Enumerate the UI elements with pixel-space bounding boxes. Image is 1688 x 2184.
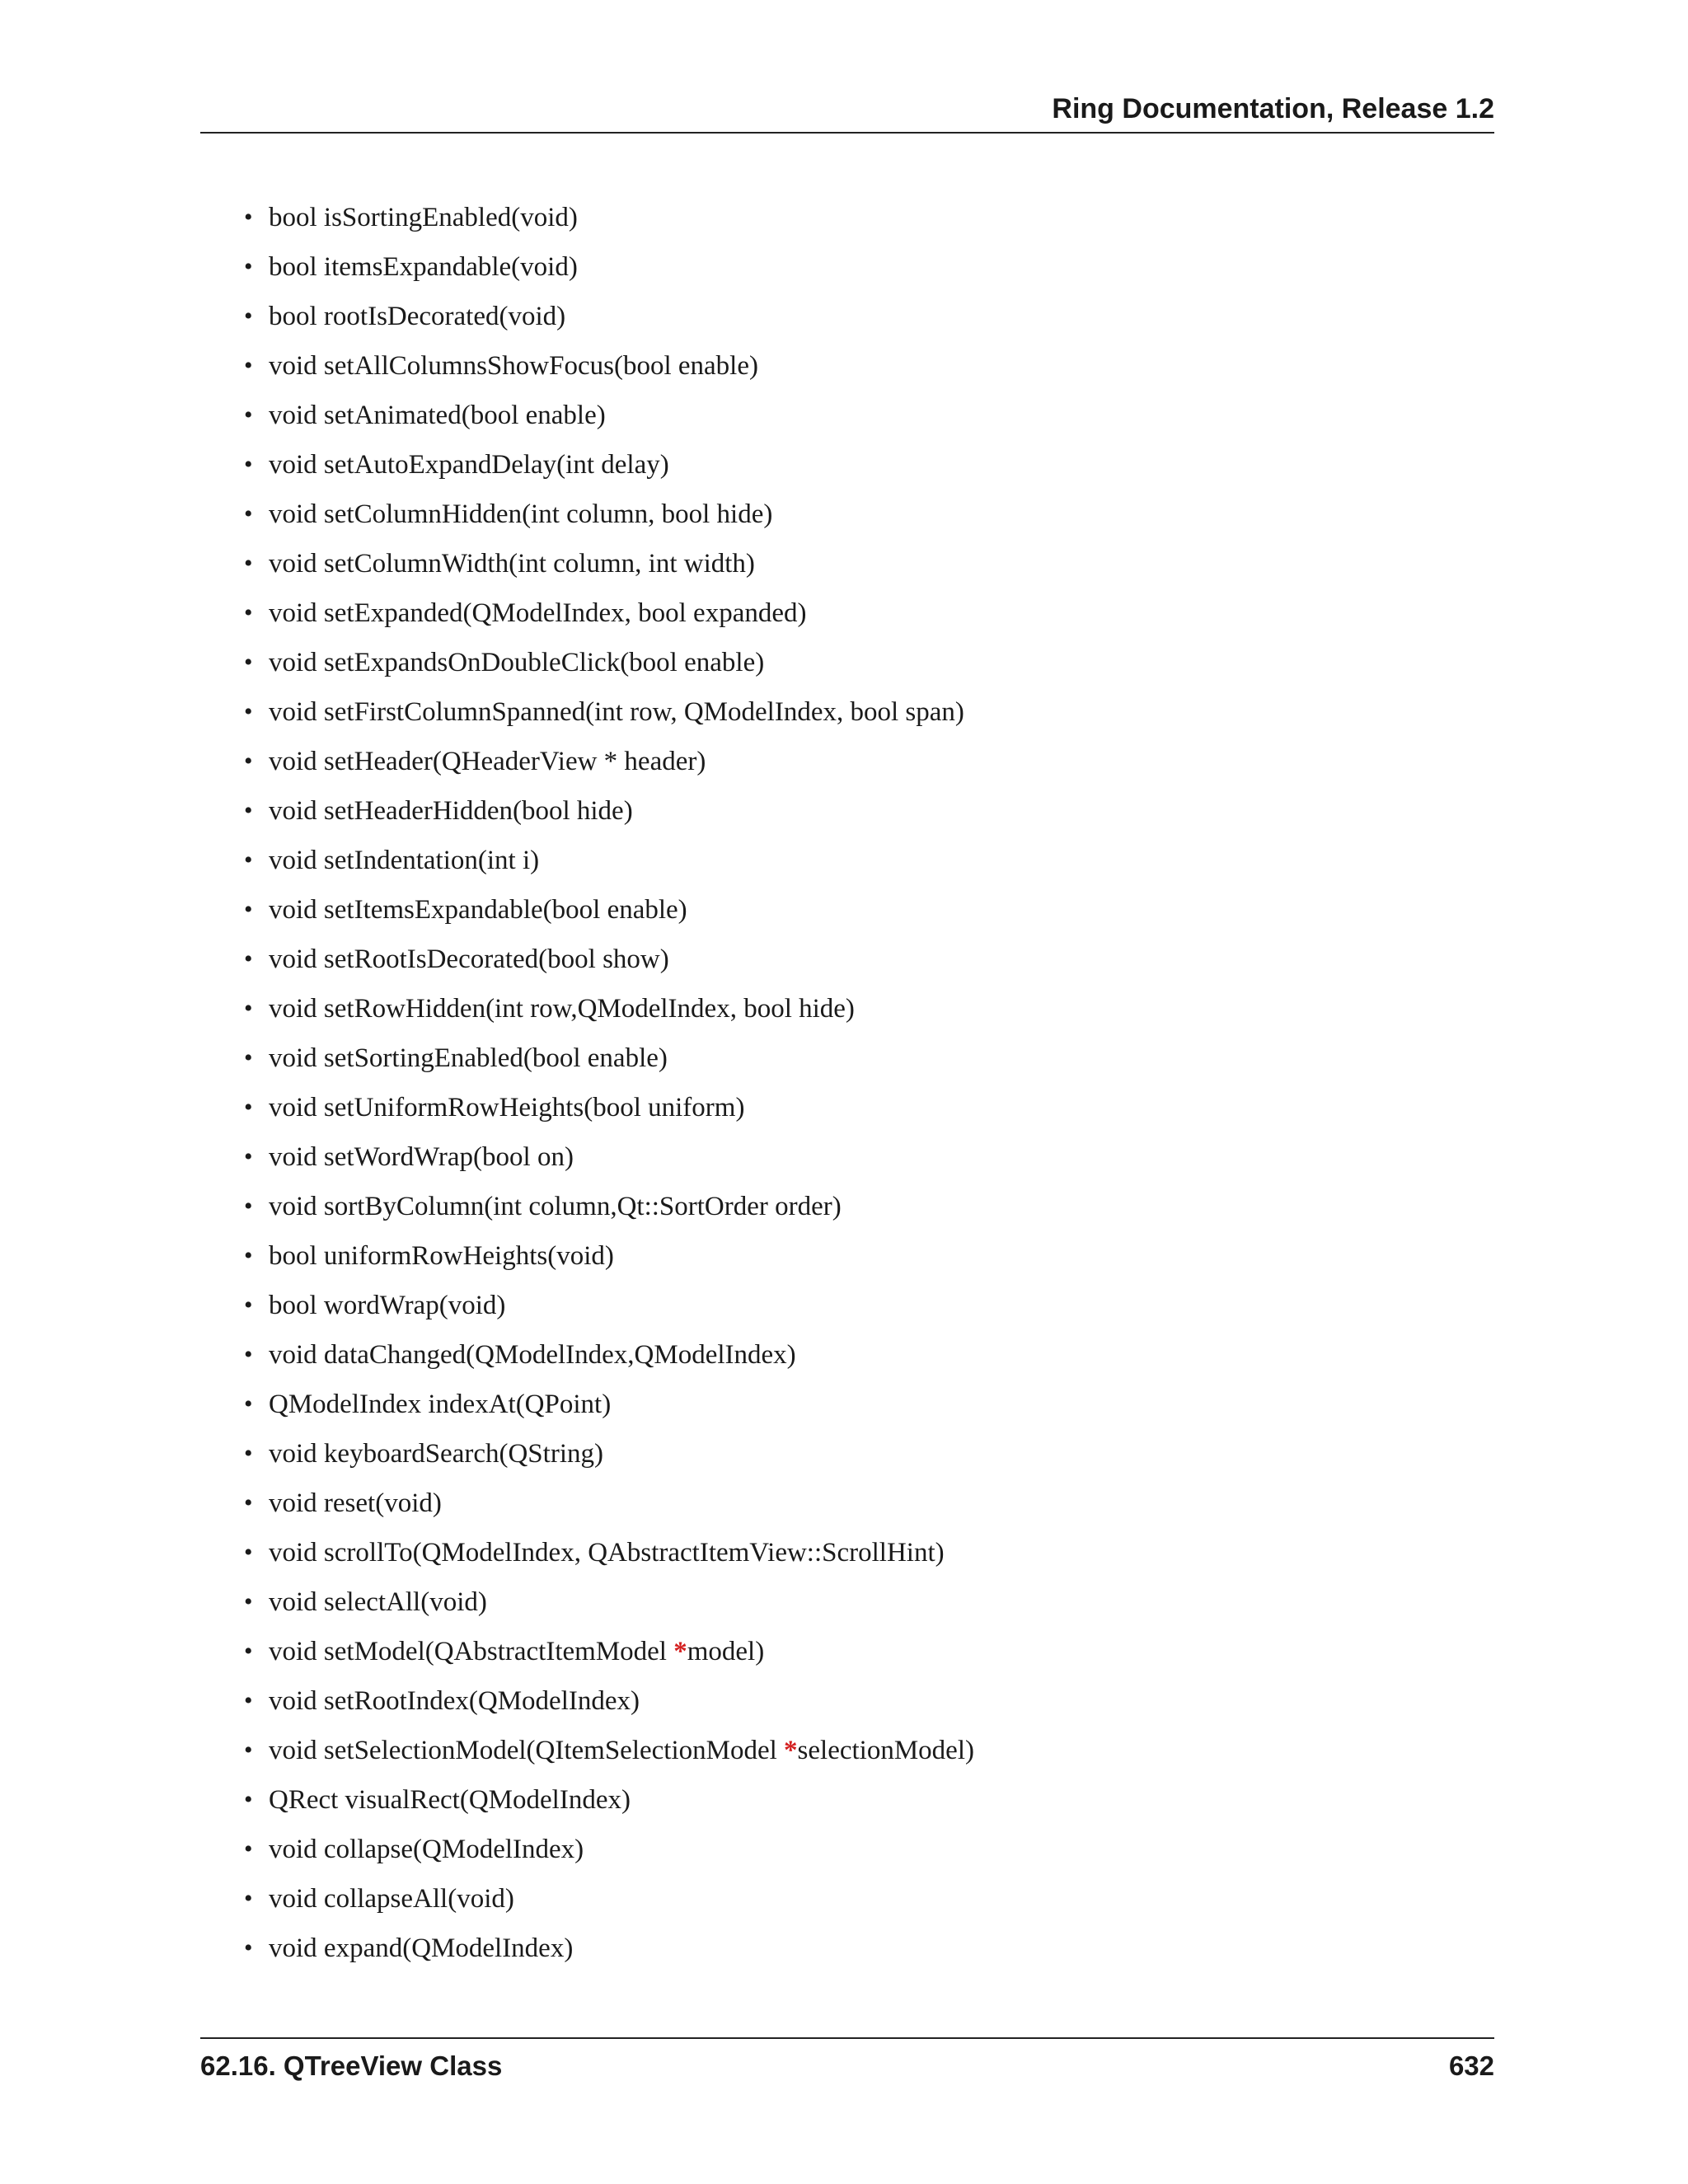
bullet-icon: • (244, 1934, 253, 1961)
method-signature: void setSortingEnabled(bool enable) (269, 1043, 668, 1073)
bullet-icon: • (244, 500, 253, 527)
method-signature: void setAnimated(bool enable) (269, 401, 606, 430)
method-signature: bool uniformRowHeights(void) (269, 1241, 614, 1271)
method-signature: void setHeader(QHeaderView * header) (269, 747, 706, 776)
running-footer (200, 2037, 1494, 2088)
method-signature: void expand(QModelIndex) (269, 1933, 574, 1963)
method-item (244, 1874, 974, 1924)
bullet-icon: • (244, 1885, 253, 1912)
bullet-icon: • (244, 1242, 253, 1269)
method-item (244, 1182, 974, 1231)
method-item (244, 1726, 974, 1775)
method-item (244, 1676, 974, 1726)
bullet-icon: • (244, 748, 253, 775)
bullet-icon: • (244, 1539, 253, 1566)
method-item (244, 786, 974, 836)
method-item (244, 935, 974, 984)
method-item (244, 588, 974, 638)
method-item (244, 391, 974, 440)
bullet-icon: • (244, 302, 253, 330)
bullet-icon: • (244, 204, 253, 231)
section-label: 62.16. QTreeView Class (200, 2050, 503, 2081)
method-signature: bool isSortingEnabled(void) (269, 203, 578, 232)
method-signature: void collapse(QModelIndex) (269, 1835, 584, 1864)
method-item (244, 341, 974, 391)
method-signature: void setUniformRowHeights(bool uniform) (269, 1093, 745, 1122)
bullet-icon: • (244, 1193, 253, 1220)
method-item (244, 1033, 974, 1083)
method-item (244, 984, 974, 1033)
running-header (200, 91, 1494, 134)
method-signature: void setFirstColumnSpanned(int row, QModelIndex, bool span) (269, 697, 964, 727)
method-signature: void setItemsExpandable(bool enable) (269, 895, 687, 925)
bullet-icon: • (244, 1044, 253, 1071)
method-signature: QModelIndex indexAt(QPoint) (269, 1390, 612, 1419)
bullet-icon: • (244, 846, 253, 874)
bullet-icon: • (244, 253, 253, 280)
bullet-icon: • (244, 1588, 253, 1615)
method-item (244, 440, 974, 490)
method-item (244, 1132, 974, 1182)
bullet-icon: • (244, 1390, 253, 1418)
method-item (244, 638, 974, 687)
bullet-icon: • (244, 1489, 253, 1516)
method-signature: void setHeaderHidden(bool hide) (269, 796, 633, 826)
bullet-icon: • (244, 1094, 253, 1121)
method-signature: bool itemsExpandable(void) (269, 252, 578, 282)
method-item (244, 737, 974, 786)
method-list (244, 193, 974, 1973)
method-signature: void setRowHidden(int row,QModelIndex, bool hide) (269, 994, 855, 1024)
bullet-icon: • (244, 1143, 253, 1170)
method-signature: void setSelectionModel(QItemSelectionModel *selectionModel) (269, 1736, 974, 1765)
method-signature: QRect visualRect(QModelIndex) (269, 1785, 631, 1815)
method-item (244, 1083, 974, 1132)
method-item (244, 1775, 974, 1825)
method-signature: void setRootIndex(QModelIndex) (269, 1686, 640, 1716)
bullet-icon: • (244, 995, 253, 1022)
method-signature: void sortByColumn(int column,Qt::SortOrder order) (269, 1192, 842, 1221)
bullet-icon: • (244, 1687, 253, 1714)
bullet-icon: • (244, 352, 253, 379)
method-item (244, 1924, 974, 1973)
bullet-icon: • (244, 1440, 253, 1467)
method-item (244, 1380, 974, 1429)
bullet-icon: • (244, 401, 253, 429)
bullet-icon: • (244, 1638, 253, 1665)
method-item (244, 1528, 974, 1577)
method-signature: void selectAll(void) (269, 1587, 487, 1617)
bullet-icon: • (244, 1835, 253, 1863)
method-item (244, 836, 974, 885)
bullet-icon: • (244, 797, 253, 824)
method-item (244, 490, 974, 539)
method-signature: void setAutoExpandDelay(int delay) (269, 450, 669, 480)
method-signature: void collapseAll(void) (269, 1884, 514, 1914)
method-item (244, 885, 974, 935)
method-item (244, 242, 974, 292)
method-item (244, 1627, 974, 1676)
page-number: 632 (1448, 2050, 1494, 2081)
bullet-icon: • (244, 1786, 253, 1813)
method-signature: void setModel(QAbstractItemModel *model) (269, 1637, 765, 1666)
bullet-icon: • (244, 1736, 253, 1764)
method-item (244, 687, 974, 737)
method-signature: bool rootIsDecorated(void) (269, 302, 566, 331)
bullet-icon: • (244, 896, 253, 923)
method-signature: void setExpandsOnDoubleClick(bool enable) (269, 648, 765, 677)
method-signature: bool wordWrap(void) (269, 1291, 506, 1320)
method-signature: void setAllColumnsShowFocus(bool enable) (269, 351, 758, 381)
method-signature: void setRootIsDecorated(bool show) (269, 944, 669, 974)
method-item (244, 193, 974, 242)
bullet-icon: • (244, 1341, 253, 1368)
bullet-icon: • (244, 451, 253, 478)
method-signature: void setExpanded(QModelIndex, bool expanded) (269, 598, 807, 628)
method-item (244, 1330, 974, 1380)
method-item (244, 1577, 974, 1627)
method-item (244, 1479, 974, 1528)
bullet-icon: • (244, 945, 253, 972)
bullet-icon: • (244, 698, 253, 725)
method-signature: void scrollTo(QModelIndex, QAbstractItemView::ScrollHint) (269, 1538, 945, 1568)
bullet-icon: • (244, 1291, 253, 1319)
method-signature: void setIndentation(int i) (269, 846, 540, 875)
document-title: Ring Documentation, Release 1.2 (1052, 93, 1494, 124)
method-item (244, 1429, 974, 1479)
method-signature: void keyboardSearch(QString) (269, 1439, 603, 1469)
method-item (244, 292, 974, 341)
method-signature: void reset(void) (269, 1488, 442, 1518)
method-signature: void setWordWrap(bool on) (269, 1142, 574, 1172)
method-signature: void dataChanged(QModelIndex,QModelIndex) (269, 1340, 796, 1370)
bullet-icon: • (244, 550, 253, 577)
bullet-icon: • (244, 649, 253, 676)
method-item (244, 539, 974, 588)
method-item (244, 1231, 974, 1281)
bullet-icon: • (244, 599, 253, 626)
method-item (244, 1281, 974, 1330)
method-signature: void setColumnWidth(int column, int width) (269, 549, 755, 579)
method-signature: void setColumnHidden(int column, bool hide) (269, 499, 773, 529)
method-item (244, 1825, 974, 1874)
